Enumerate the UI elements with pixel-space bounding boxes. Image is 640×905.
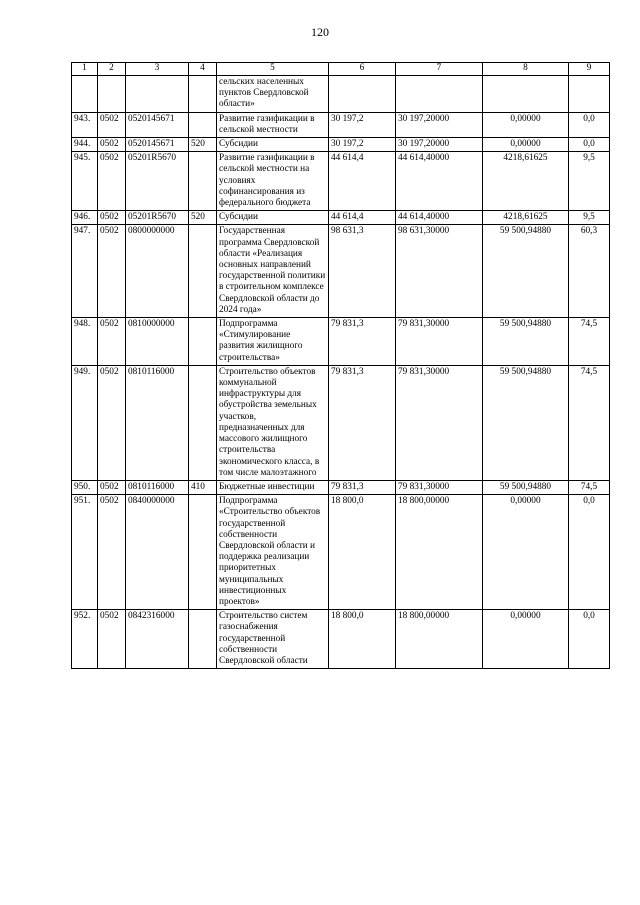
target-code: 0810116000 [126, 480, 189, 494]
approved-amount: 98 631,30000 [396, 225, 483, 318]
row-number: 946. [72, 211, 98, 225]
plan-amount: 98 631,3 [329, 225, 396, 318]
row-number: 949. [72, 365, 98, 480]
table-row [72, 365, 610, 480]
page-number: 120 [311, 25, 329, 39]
target-code: 0800000000 [126, 225, 189, 318]
execution-percent: 74,5 [569, 318, 610, 366]
approved-amount: 18 800,00000 [396, 495, 483, 610]
executed-amount: 59 500,94880 [483, 480, 569, 494]
execution-percent [569, 76, 610, 113]
row-number: 951. [72, 495, 98, 610]
row-number: 948. [72, 318, 98, 366]
plan-amount: 18 800,0 [329, 495, 396, 610]
approved-amount: 79 831,30000 [396, 365, 483, 480]
executed-amount [483, 76, 569, 113]
execution-percent: 60,3 [569, 225, 610, 318]
table-row [72, 138, 610, 152]
table-row [72, 318, 610, 366]
section-code: 0502 [98, 152, 126, 211]
expense-type [189, 76, 217, 113]
row-number [72, 76, 98, 113]
plan-amount: 44 614,4 [329, 152, 396, 211]
plan-amount: 79 831,3 [329, 480, 396, 494]
target-code [126, 76, 189, 113]
plan-amount: 79 831,3 [329, 365, 396, 480]
plan-amount: 79 831,3 [329, 318, 396, 366]
section-code: 0502 [98, 211, 126, 225]
execution-percent: 0,0 [569, 138, 610, 152]
section-code: 0502 [98, 480, 126, 494]
target-code: 0520145671 [126, 112, 189, 137]
row-number: 952. [72, 610, 98, 669]
item-name: Строительство объектов коммунальной инфраструктуры для обустройства земельных участков, предназначенных для массового жилищного строительства экономического класса, в том числе малоэтажного [217, 365, 329, 480]
column-header: 6 [329, 63, 396, 76]
column-header: 5 [217, 63, 329, 76]
execution-percent: 0,0 [569, 495, 610, 610]
table-row [72, 211, 610, 225]
executed-amount: 59 500,94880 [483, 318, 569, 366]
plan-amount: 30 197,2 [329, 138, 396, 152]
plan-amount [329, 76, 396, 113]
item-name: Субсидии [217, 138, 329, 152]
column-header: 9 [569, 63, 610, 76]
column-header: 7 [396, 63, 483, 76]
execution-percent: 74,5 [569, 480, 610, 494]
target-code: 05201R5670 [126, 152, 189, 211]
column-header: 2 [98, 63, 126, 76]
approved-amount: 30 197,20000 [396, 112, 483, 137]
approved-amount: 79 831,30000 [396, 318, 483, 366]
executed-amount: 4218,61625 [483, 211, 569, 225]
expense-type: 520 [189, 211, 217, 225]
expense-type [189, 495, 217, 610]
section-code: 0502 [98, 225, 126, 318]
section-code: 0502 [98, 318, 126, 366]
plan-amount: 30 197,2 [329, 112, 396, 137]
plan-amount: 18 800,0 [329, 610, 396, 669]
expense-type [189, 365, 217, 480]
section-code: 0502 [98, 365, 126, 480]
item-name: Строительство систем газоснабжения государственной собственности Свердловской области [217, 610, 329, 669]
executed-amount: 59 500,94880 [483, 365, 569, 480]
column-header: 3 [126, 63, 189, 76]
expense-type [189, 610, 217, 669]
target-code: 0840000000 [126, 495, 189, 610]
row-number: 947. [72, 225, 98, 318]
expense-type: 410 [189, 480, 217, 494]
table-row [72, 76, 610, 113]
item-name: Бюджетные инвестиции [217, 480, 329, 494]
execution-percent: 9,5 [569, 152, 610, 211]
item-name: сельских населенных пунктов Свердловской области» [217, 76, 329, 113]
section-code: 0502 [98, 138, 126, 152]
column-header: 8 [483, 63, 569, 76]
plan-amount: 44 614,4 [329, 211, 396, 225]
table-row [72, 495, 610, 610]
table-row [72, 225, 610, 318]
item-name: Подпрограмма «Стимулирование развития жилищного строительства» [217, 318, 329, 366]
section-code: 0502 [98, 112, 126, 137]
budget-table [71, 62, 610, 669]
target-code: 0810116000 [126, 365, 189, 480]
executed-amount: 0,00000 [483, 495, 569, 610]
item-name: Субсидии [217, 211, 329, 225]
row-number: 950. [72, 480, 98, 494]
executed-amount: 0,00000 [483, 112, 569, 137]
execution-percent: 74,5 [569, 365, 610, 480]
table-row [72, 610, 610, 669]
execution-percent: 9,5 [569, 211, 610, 225]
row-number: 944. [72, 138, 98, 152]
executed-amount: 4218,61625 [483, 152, 569, 211]
executed-amount: 0,00000 [483, 610, 569, 669]
item-name: Развитие газификации в сельской местности на условиях софинансирования из федерального бюджета [217, 152, 329, 211]
target-code: 0810000000 [126, 318, 189, 366]
section-code: 0502 [98, 610, 126, 669]
approved-amount: 79 831,30000 [396, 480, 483, 494]
approved-amount: 18 800,00000 [396, 610, 483, 669]
execution-percent: 0,0 [569, 112, 610, 137]
item-name: Государственная программа Свердловской области «Реализация основных направлений государственной политики в строительном комплексе Свердловской области до 2024 года» [217, 225, 329, 318]
item-name: Подпрограмма «Строительство объектов государственной собственности Свердловской области и поддержка реализации приоритетных муниципальных инвестиционных проектов» [217, 495, 329, 610]
expense-type [189, 152, 217, 211]
table-row [72, 480, 610, 494]
row-number: 945. [72, 152, 98, 211]
section-code [98, 76, 126, 113]
approved-amount: 30 197,20000 [396, 138, 483, 152]
column-header: 4 [189, 63, 217, 76]
executed-amount: 0,00000 [483, 138, 569, 152]
header-row [72, 63, 610, 76]
row-number: 943. [72, 112, 98, 137]
target-code: 0520145671 [126, 138, 189, 152]
column-header: 1 [72, 63, 98, 76]
item-name: Развитие газификации в сельской местности [217, 112, 329, 137]
approved-amount: 44 614,40000 [396, 211, 483, 225]
target-code: 05201R5670 [126, 211, 189, 225]
expense-type [189, 318, 217, 366]
table-row [72, 112, 610, 137]
execution-percent: 0,0 [569, 610, 610, 669]
executed-amount: 59 500,94880 [483, 225, 569, 318]
expense-type [189, 225, 217, 318]
expense-type [189, 112, 217, 137]
target-code: 0842316000 [126, 610, 189, 669]
expense-type: 520 [189, 138, 217, 152]
table-row [72, 152, 610, 211]
approved-amount [396, 76, 483, 113]
approved-amount: 44 614,40000 [396, 152, 483, 211]
section-code: 0502 [98, 495, 126, 610]
